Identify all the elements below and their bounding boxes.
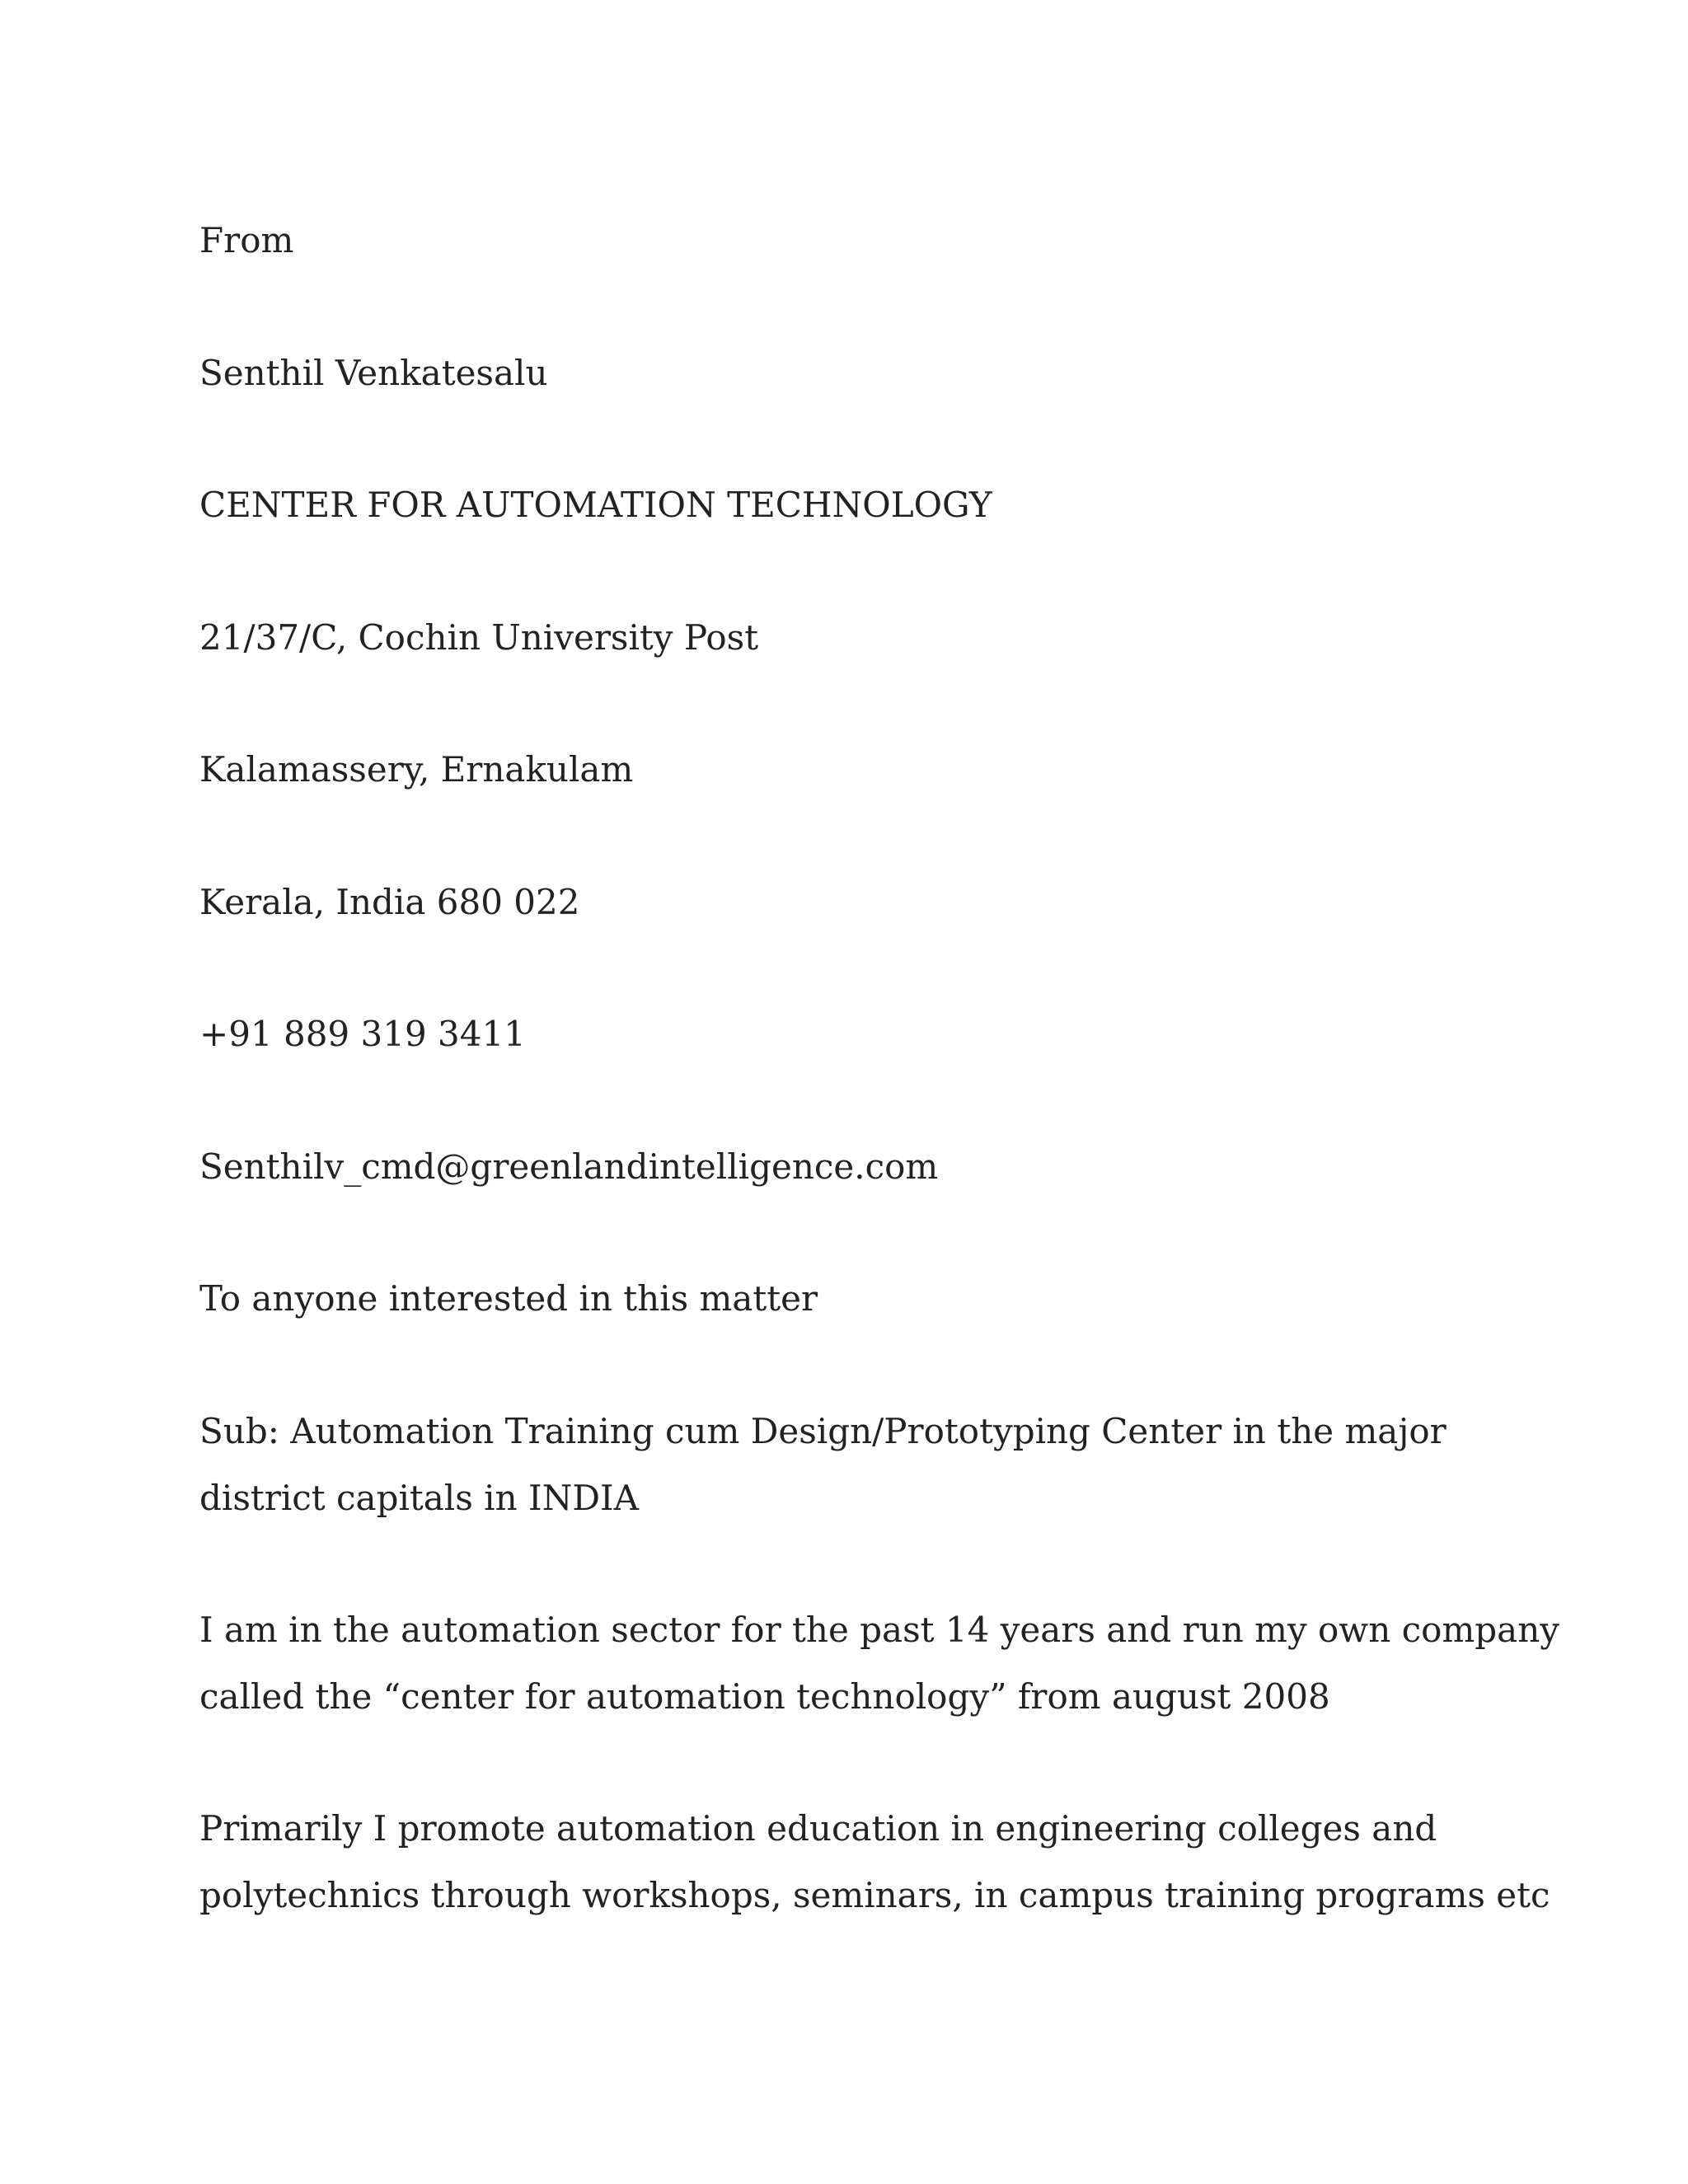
- sender-address-line-2: Kalamassery, Ernakulam: [199, 749, 634, 790]
- sender-address-line-3: Kerala, India 680 022: [199, 882, 580, 922]
- paragraph-1-line-1: I am in the automation sector for the past 14 years and run my own company: [199, 1610, 1559, 1650]
- sender-organization: CENTER FOR AUTOMATION TECHNOLOGY: [199, 485, 992, 525]
- paragraph-2-line-2: polytechnics through workshops, seminars, in campus training programs etc: [199, 1875, 1550, 1915]
- paragraph-2-line-1: Primarily I promote automation education in engineering colleges and: [199, 1808, 1437, 1849]
- sender-address-line-1: 21/37/C, Cochin University Post: [199, 617, 759, 658]
- sender-phone: +91 889 319 3411: [199, 1014, 526, 1054]
- sender-email: Senthilv_cmd@greenlandintelligence.com: [199, 1146, 939, 1187]
- paragraph-1-line-2: called the “center for automation technology” from august 2008: [199, 1676, 1330, 1717]
- recipient-line: To anyone interested in this matter: [199, 1278, 818, 1319]
- subject-line-1: Sub: Automation Training cum Design/Prototyping Center in the major: [199, 1411, 1447, 1451]
- sender-name: Senthil Venkatesalu: [199, 353, 548, 393]
- subject-line-2: district capitals in INDIA: [199, 1478, 639, 1518]
- from-label: From: [199, 220, 294, 260]
